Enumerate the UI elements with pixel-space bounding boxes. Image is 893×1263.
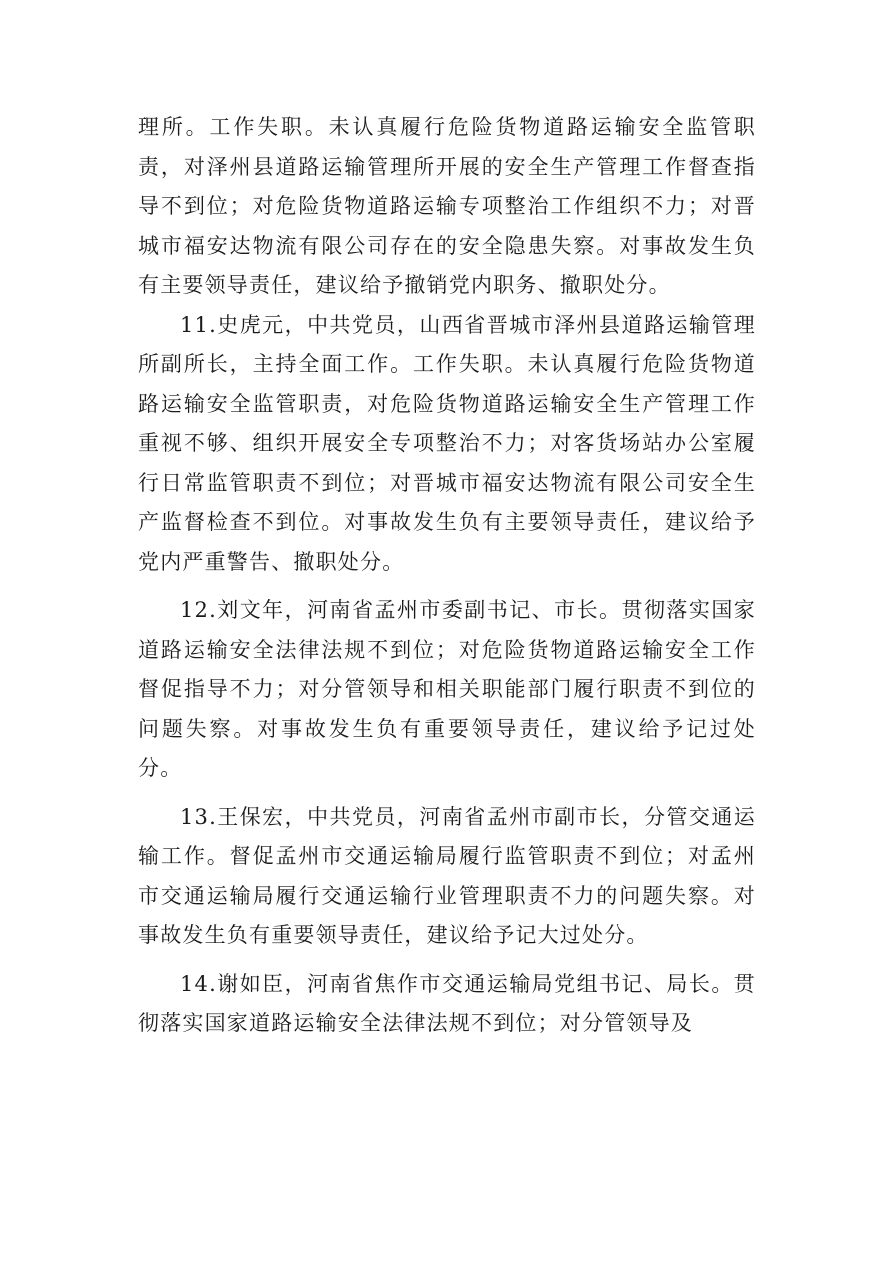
paragraph-item-12: 12.刘文年，河南省孟州市委副书记、市长。贯彻落实国家道路运输安全法律法规不到位；对危险货物道路运输安全工作督促指导不力；对分管领导和相关职能部门履行职责不到位的问题失察。对事故发生负有重要领导责任，建议给予记过处分。 [138, 598, 756, 780]
paragraph-item-14: 14.谢如臣，河南省焦作市交通运输局党组书记、局长。贯彻落实国家道路运输安全法律法规不到位；对分管领导及 [138, 971, 756, 1035]
document-body [138, 108, 756, 1044]
paragraph-continuation: 理所。工作失职。未认真履行危险货物道路运输安全监管职责，对泽州县道路运输管理所开展的安全生产管理工作督查指导不到位；对危险货物道路运输专项整治工作组织不力；对晋城市福安达物流有限公司存在的安全隐患失察。对事故发生负有主要领导责任，建议给予撤销党内职务、撤职处分。 [138, 115, 756, 297]
paragraph-item-11: 11.史虎元，中共党员，山西省晋城市泽州县道路运输管理所副所长，主持全面工作。工作失职。未认真履行危险货物道路运输安全监管职责，对危险货物道路运输安全生产管理工作重视不够、组织开展安全专项整治不力；对客货场站办公室履行日常监管职责不到位；对晋城市福安达物流有限公司安全生产监督检查不到位。对事故发生负有主要领导责任，建议给予党内严重警告、撤职处分。 [138, 312, 756, 574]
paragraph-item-13: 13.王保宏，中共党员，河南省孟州市副市长，分管交通运输工作。督促孟州市交通运输局履行监管职责不到位；对孟州市交通运输局履行交通运输行业管理职责不力的问题失察。对事故发生负有重要领导责任，建议给予记大过处分。 [138, 804, 756, 947]
